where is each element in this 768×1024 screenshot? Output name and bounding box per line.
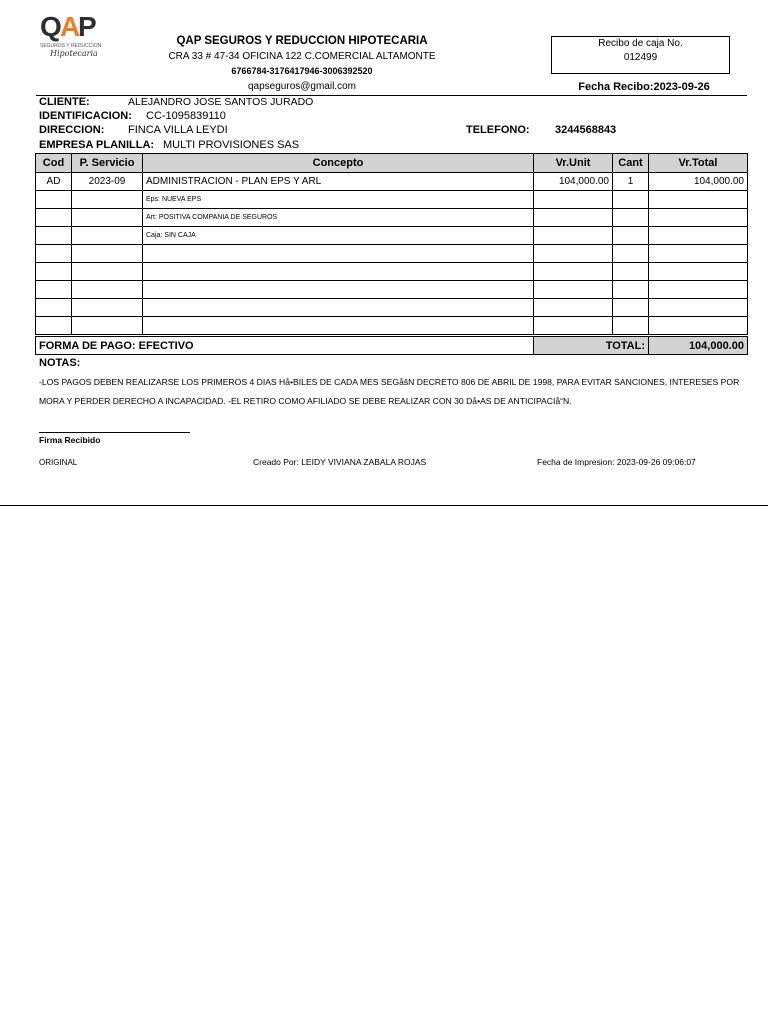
svg-text:Q: Q — [40, 11, 62, 42]
cell-cod — [36, 191, 72, 209]
cell-vr-total — [649, 281, 748, 299]
cell-vr-unit — [534, 191, 613, 209]
cell-cod — [36, 209, 72, 227]
cell-concepto — [143, 281, 534, 299]
cell-cod — [36, 281, 72, 299]
cell-cant — [613, 191, 649, 209]
table-row — [36, 227, 748, 245]
cell-cod — [36, 227, 72, 245]
col-header-concepto: Concepto — [143, 154, 534, 173]
cell-vr-unit — [534, 227, 613, 245]
phone-label: TELEFONO: — [466, 124, 530, 136]
totals-table — [35, 336, 748, 355]
receipt-number: 012499 — [623, 52, 658, 63]
cell-vr-total — [649, 227, 748, 245]
payment-method: FORMA DE PAGO: EFECTIVO — [36, 337, 534, 355]
cell-cod — [36, 263, 72, 281]
cell-vr-total — [649, 263, 748, 281]
cell-periodo: 2023-09 — [72, 173, 143, 191]
col-header-vr-total: Vr.Total — [649, 154, 748, 173]
cell-cod — [36, 299, 72, 317]
totals-row — [36, 337, 748, 355]
cell-periodo — [72, 299, 143, 317]
cell-periodo — [72, 263, 143, 281]
cell-vr-total — [649, 191, 748, 209]
cell-concepto — [143, 317, 534, 335]
table-row — [36, 263, 748, 281]
cell-periodo — [72, 227, 143, 245]
identification-value: CC-1095839110 — [146, 110, 226, 122]
created-by: Creado Por: LEIDY VIVIANA ZABALA ROJAS — [253, 457, 427, 467]
print-date: Fecha de Impresion: 2023-09-26 09:06:07 — [537, 457, 696, 467]
cell-periodo — [72, 281, 143, 299]
cell-vr-unit: 104,000.00 — [534, 173, 613, 191]
col-header-periodo: P. Servicio — [72, 154, 143, 173]
page-bottom-divider — [0, 505, 768, 506]
cell-cant — [613, 317, 649, 335]
total-amount: 104,000.00 — [649, 337, 748, 355]
cell-vr-unit — [534, 263, 613, 281]
table-row — [36, 317, 748, 335]
table-row — [36, 299, 748, 317]
cell-concepto: Caja: SIN CAJA — [143, 227, 534, 245]
cell-cod — [36, 317, 72, 335]
cell-concepto — [143, 263, 534, 281]
cell-vr-total — [649, 317, 748, 335]
cell-vr-unit — [534, 299, 613, 317]
table-row — [36, 209, 748, 227]
cell-concepto — [143, 245, 534, 263]
table-row — [36, 281, 748, 299]
col-header-vr-unit: Vr.Unit — [534, 154, 613, 173]
table-header-row — [36, 154, 748, 173]
cell-cant: 1 — [613, 173, 649, 191]
cell-vr-unit — [534, 317, 613, 335]
identification-label: IDENTIFICACION: — [39, 110, 132, 122]
table-row — [36, 245, 748, 263]
cell-concepto: ADMINISTRACION - PLAN EPS Y ARL — [143, 173, 534, 191]
company-planilla-label: EMPRESA PLANILLA: — [39, 139, 155, 151]
cell-cant — [613, 245, 649, 263]
svg-text:A: A — [60, 11, 81, 42]
cell-concepto: Eps: NUEVA EPS — [143, 191, 534, 209]
cell-periodo — [72, 191, 143, 209]
signature-line — [39, 432, 190, 433]
cell-vr-unit — [534, 209, 613, 227]
cell-vr-total — [649, 209, 748, 227]
cell-cant — [613, 281, 649, 299]
address-label: DIRECCION: — [39, 124, 105, 136]
company-phones: 6766784-3176417946-3006392520 — [231, 66, 373, 76]
cell-vr-total — [649, 245, 748, 263]
cell-vr-unit — [534, 281, 613, 299]
receipt-label: Recibo de caja No. — [598, 38, 683, 49]
cell-cant — [613, 263, 649, 281]
client-label: CLIENTE: — [39, 96, 90, 108]
signature-label: Firma Recibido — [39, 435, 101, 445]
address-value: FINCA VILLA LEYDI — [128, 124, 228, 136]
cell-vr-unit — [534, 245, 613, 263]
receipt-date: Fecha Recibo:2023-09-26 — [578, 81, 710, 93]
cell-vr-total: 104,000.00 — [649, 173, 748, 191]
cell-concepto: Art: POSITIVA COMPANIA DE SEGUROS — [143, 209, 534, 227]
cell-periodo — [72, 317, 143, 335]
svg-text:SEGUROS Y REDUCCION: SEGUROS Y REDUCCION — [40, 43, 102, 49]
cell-periodo — [72, 209, 143, 227]
table-row — [36, 173, 748, 191]
copy-type: ORIGINAL — [39, 458, 78, 467]
notes-text: -LOS PAGOS DEBEN REALIZARSE LOS PRIMEROS 4 DIAS Hå•BILES DE CADA MES SEGåšN DECRETO 806 DE ABRIL DE 1998, PARA EVITAR SANCIONES, INTERESES POR MORA Y PERDER DERECHO A INCAPACIDAD. -EL RETIRO COMO AFILIADO SE DEBE REALIZAR CON 30 Då•AS DE ANTICIPACIå“N. — [39, 377, 740, 406]
col-header-cant: Cant — [613, 154, 649, 173]
company-logo — [38, 10, 108, 60]
items-table — [35, 153, 748, 335]
company-email: qapseguros@gmail.com — [248, 81, 356, 92]
cell-vr-total — [649, 299, 748, 317]
notes-title: NOTAS: — [39, 357, 81, 369]
cell-cant — [613, 227, 649, 245]
col-header-cod: Cod — [36, 154, 72, 173]
client-name: ALEJANDRO JOSE SANTOS JURADO — [128, 96, 314, 108]
cell-concepto — [143, 299, 534, 317]
cell-periodo — [72, 245, 143, 263]
cell-cod — [36, 245, 72, 263]
company-address: CRA 33 # 47-34 OFICINA 122 C.COMERCIAL ALTAMONTE — [168, 51, 436, 62]
company-name: QAP SEGUROS Y REDUCCION HIPOTECARIA — [176, 35, 428, 47]
svg-text:Hipotecaria: Hipotecaria — [50, 49, 98, 58]
cell-cant — [613, 209, 649, 227]
svg-text:P: P — [78, 11, 97, 42]
total-label: TOTAL: — [534, 337, 649, 355]
cell-cod: AD — [36, 173, 72, 191]
company-planilla-value: MULTI PROVISIONES SAS — [163, 139, 300, 151]
phone-value: 3244568843 — [555, 124, 617, 136]
table-row — [36, 191, 748, 209]
cell-cant — [613, 299, 649, 317]
